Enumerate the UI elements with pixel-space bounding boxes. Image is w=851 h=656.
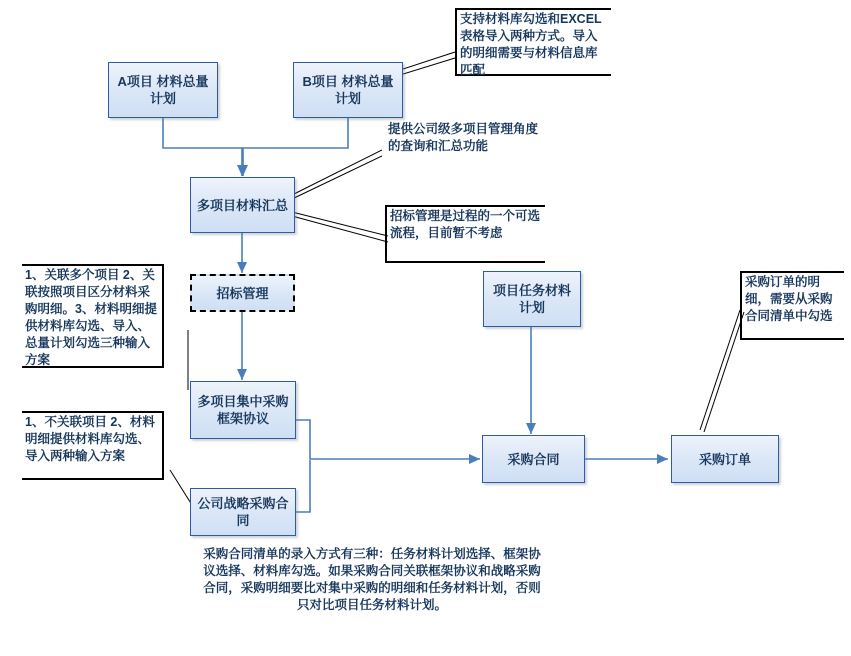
note-import: 支持材料库勾选和EXCEL表格导入两种方式。导入的明细需要与材料信息库匹配 [455, 8, 611, 76]
node-multi-summary[interactable]: 多项目材料汇总 [190, 177, 295, 233]
note-order: 采购订单的明细，需要从采购合同清单中勾选 [740, 271, 844, 340]
note-contract-bottom: 采购合同清单的录入方式有三种：任务材料计划选择、框架协议选择、材料库勾选。如果采购合同关联框架协议和战略采购合同，采购明细要比对集中采购的明细和任务材料计划，否则只对比项目任务材料计划。 [203, 547, 541, 612]
node-framework[interactable]: 多项目集中采购框架协议 [190, 381, 296, 439]
node-a-plan[interactable]: A项目 材料总量计划 [108, 62, 218, 118]
node-purchase-contract[interactable]: 采购合同 [482, 435, 585, 483]
node-strategy[interactable]: 公司战略采购合同 [190, 488, 296, 536]
note-bidding: 招标管理是过程的一个可选流程，目前暂不考虑 [385, 205, 545, 263]
note-multi-query: 提供公司级多项目管理角度的查询和汇总功能 [388, 122, 539, 153]
node-bidding[interactable]: 招标管理 [190, 274, 295, 312]
node-b-plan[interactable]: B项目 材料总量计划 [293, 62, 403, 118]
note-framework: 1、关联多个项目 2、关联按照项目区分材料采购明细。3、材料明细提供材料库勾选、导入、总量计划勾选三种输入方案 [22, 264, 164, 368]
node-task-plan[interactable]: 项目任务材料计划 [483, 271, 581, 327]
node-purchase-order[interactable]: 采购订单 [671, 435, 779, 483]
note-strategy: 1、不关联项目 2、材料明细提供材料库勾选、导入两种输入方案 [22, 411, 164, 480]
